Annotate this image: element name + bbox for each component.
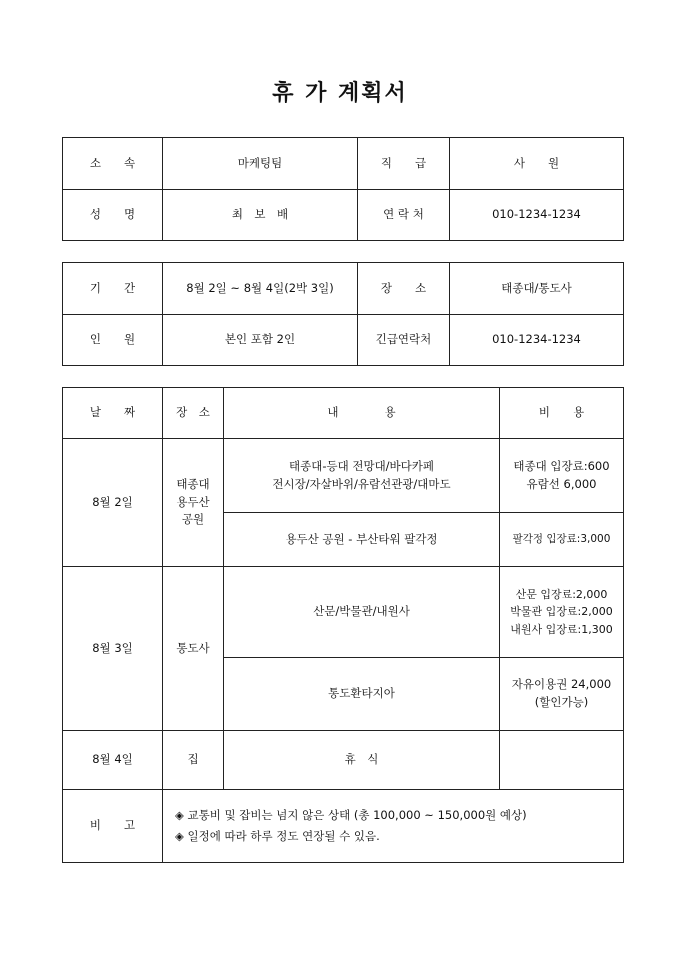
day2-date: 8월 3일: [63, 567, 163, 731]
remarks-label: 비 고: [63, 790, 163, 863]
employee-info-table: [62, 137, 624, 241]
header-cost: 비 용: [500, 388, 624, 439]
remarks-content: [163, 790, 624, 863]
cost-line: 내원사 입장료:1,300: [510, 622, 613, 636]
schedule-header-row: [63, 388, 624, 439]
people-value: 본인 포함 2인: [163, 315, 358, 366]
document-title: 휴 가 계획서: [272, 80, 408, 106]
remark-line: ◈ 교통비 및 잡비는 넘지 않은 상태 (총 100,000 ~ 150,000원 예상): [175, 808, 527, 823]
content-line: 태종대-등대 전망대/바다카페: [289, 458, 434, 473]
header-place: 장 소: [163, 388, 224, 439]
schedule-table: [62, 387, 624, 863]
people-label: 인 원: [63, 315, 163, 366]
cost-line: 태종대 입장료:600: [513, 458, 610, 473]
remark-line: ◈ 일정에 따라 하루 정도 연장될 수 있음.: [175, 829, 380, 843]
place-label: 장 소: [358, 263, 450, 315]
table-row: [63, 731, 624, 790]
dept-value: 마케팅팀: [163, 138, 358, 190]
cost-line: 산문 입장료:2,000: [515, 588, 608, 602]
content-line: 전시장/자살바위/유람선관광/대마도: [272, 476, 451, 491]
day2-content-1: 산문/박물관/내원사: [224, 567, 500, 658]
day1-place-line: 태종대: [176, 476, 210, 491]
cost-line: 박물관 입장료:2,000: [510, 605, 613, 619]
day2-cost-2: [500, 658, 624, 731]
name-value: 최 보 배: [163, 190, 358, 241]
day2-place: 통도사: [163, 567, 224, 731]
day3-date: 8월 4일: [63, 731, 163, 790]
header-date: 날 짜: [63, 388, 163, 439]
position-value: 사 원: [450, 138, 624, 190]
period-value: 8월 2일 ~ 8월 4일(2박 3일): [163, 263, 358, 315]
emergency-value: 010-1234-1234: [450, 315, 624, 366]
position-label: 직 급: [358, 138, 450, 190]
day1-place-line: 용두산: [176, 494, 210, 509]
place-value: 태종대/통도사: [450, 263, 624, 315]
day3-place: 집: [163, 731, 224, 790]
contact-label: 연 락 처: [358, 190, 450, 241]
day3-content: 휴 식: [224, 731, 500, 790]
table-row: [63, 567, 624, 658]
dept-label: 소 속: [63, 138, 163, 190]
day1-place: [163, 439, 224, 567]
emergency-label: 긴급연락처: [358, 315, 450, 366]
cost-line: 자유이용권 24,000: [511, 677, 612, 692]
day1-content-1: [224, 439, 500, 513]
cost-line: 유람선 6,000: [526, 476, 597, 491]
contact-value: 010-1234-1234: [450, 190, 624, 241]
day2-content-2: 통도환타지아: [224, 658, 500, 731]
day1-date: 8월 2일: [63, 439, 163, 567]
header-content: 내 용: [224, 388, 500, 439]
name-label: 성 명: [63, 190, 163, 241]
day1-cost-2: 팔각정 입장료:3,000: [500, 513, 624, 567]
day1-place-line: 공원: [181, 512, 205, 527]
day1-cost-1: [500, 439, 624, 513]
period-label: 기 간: [63, 263, 163, 315]
remarks-row: [63, 790, 624, 863]
trip-info-table: [62, 262, 624, 366]
cost-line: (할인가능): [534, 695, 589, 709]
day2-cost-1: [500, 567, 624, 658]
day1-content-2: 용두산 공원 - 부산타워 팔각정: [224, 513, 500, 567]
table-row: [63, 439, 624, 513]
day3-cost: [500, 731, 624, 790]
